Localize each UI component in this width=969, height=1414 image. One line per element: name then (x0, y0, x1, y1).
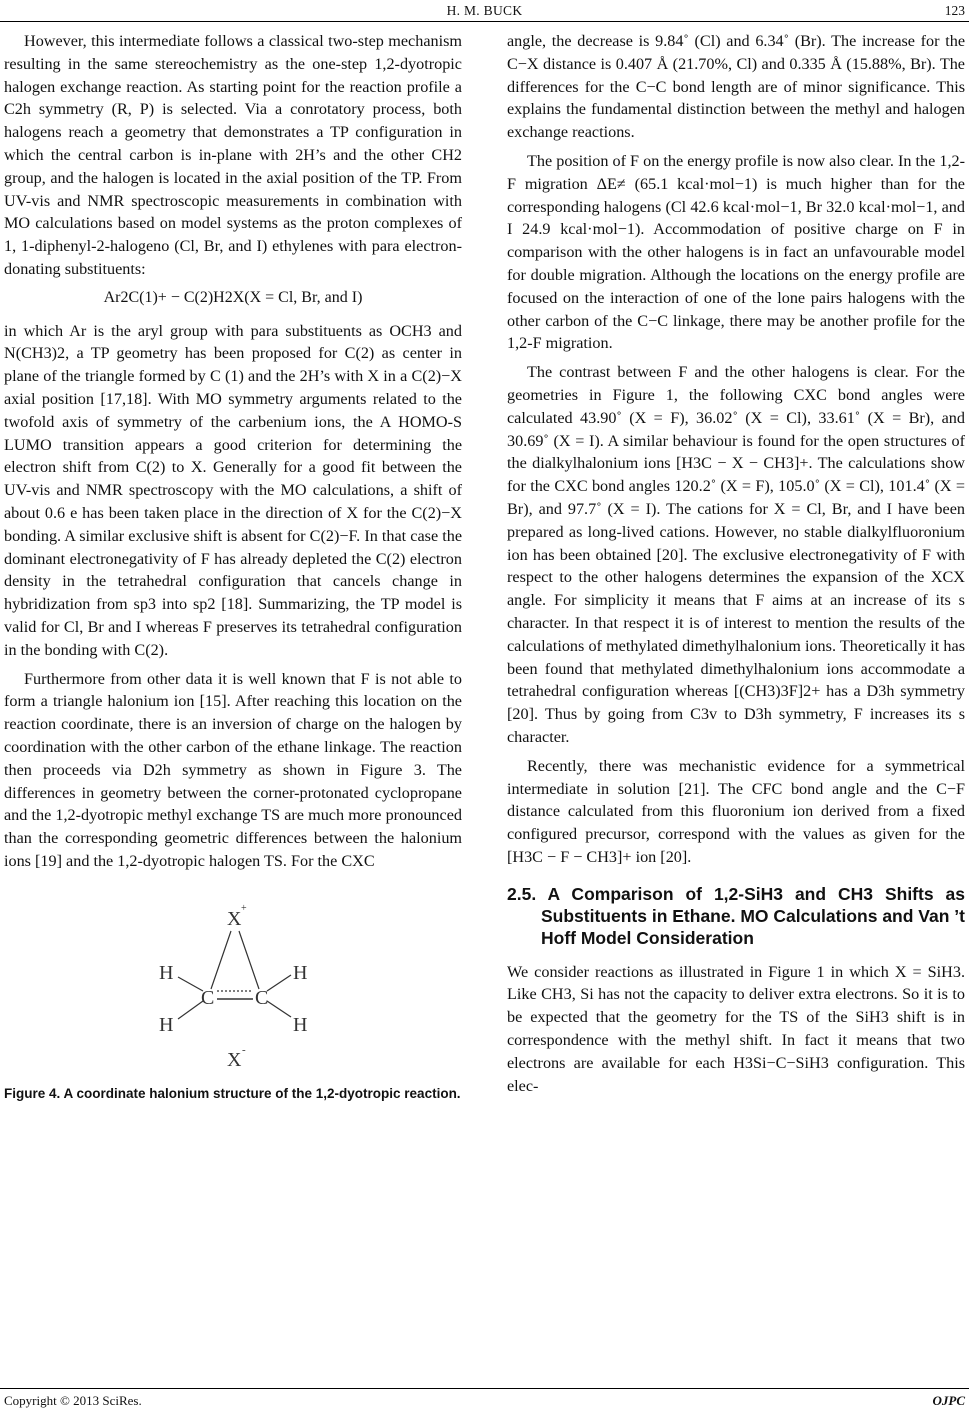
equation: Ar2C(1)+ − C(2)H2X(X = Cl, Br, and I) (103, 288, 363, 306)
header-rule (0, 21, 969, 22)
right-column (507, 30, 965, 1103)
atom-label: X (227, 1048, 242, 1071)
section-number: 2.5. (507, 883, 537, 904)
atom-label: H (159, 1013, 174, 1036)
footer-rule (0, 1388, 969, 1389)
page-footer (0, 1388, 969, 1414)
atom-label: C (201, 986, 215, 1009)
paragraph: However, this intermediate follows a classical two-step mechanism resulting in the same stereochemistry as the one-step 1,2-dyotropic halogen exchange reaction. As starting point for the reaction profile a C2h symmetry (R, P) is selected. Via a conrotatory process, both halogens reach a geometry that demonstrates a TP configuration in which the central carbon is in-plane with 2H’s and the other CH2 group, and the halogen is located in the axial position of the TP. From UV-vis and NMR spectroscopic measurements in combination with MO calculations based on model systems as the proton complexes of 1, 1-diphenyl-2-halogeno (Cl, Br, and I) ethylenes with para electron-donating substituents: (4, 32, 462, 278)
paragraph: Recently, there was mechanistic evidence for a symmetrical intermediate in solution [21]. The CFC bond angle and the C−F distance calculated from this fluoronium ion derived from a fixed configured precursor, correspond with the values as given for the [H3C − F − CH3]+ ion [20]. (507, 756, 965, 866)
running-head-author: H. M. BUCK (446, 3, 523, 18)
copyright-notice: Copyright © 2013 SciRes. (4, 1393, 142, 1408)
paragraph: Furthermore from other data it is well known that F is not able to form a triangle halonium ion [15]. After reaching this location on the reaction coordinate, there is an inversion of charge on the halogen by coordination with the other carbon of the ethane linkage. The reaction then proceeds via D2h symmetry as shown in Figure 3. The differences in geometry between the corner-protonated cyclopropane and the 1,2-dyotropic methyl exchange TS are much more pronounced than the corresponding geometric differences between the halonium ions [19] and the 1,2-dyotropic halogen TS. For the CXC (4, 669, 462, 870)
journal-abbreviation: OJPC (932, 1393, 965, 1408)
atom-label: H (293, 1013, 308, 1036)
page-number: 123 (944, 3, 965, 18)
figure-4 (4, 891, 462, 1081)
atom-label: H (159, 961, 174, 984)
section-title: A Comparison of 1,2-SiH3 and CH3 Shifts as Substituents in Ethane. MO Calculations and Van ’t Hoff Model Consideration (541, 883, 965, 948)
paragraph: The position of F on the energy profile is now also clear. In the 1,2-F migration ΔE≠ (65.1 kcal·mol−1) is much higher than for the corresponding halogens (Cl 42.6 kcal·mol−1, Br 32.0 kcal·mol−1, and I 24.9 kcal·mol−1). Accommodation of positive charge on F in comparison with the other halogens is in fact an unfavourable model for double migration. Although the locations on the energy profile are focused on the interaction of one of the lone pairs halogens with the other carbon of the C−C linkage, there may be another profile for the 1,2-F migration. (507, 151, 965, 353)
figure-caption: Figure 4. A coordinate halonium structure of the 1,2-dyotropic reaction. (4, 1085, 461, 1101)
bond-line (178, 1001, 203, 1019)
paragraph: We consider reactions as illustrated in Figure 1 in which X = SiH3. Like CH3, Si has not the capacity to deliver extra electrons. So it is to be expected that the geometry for the TS of the SiH3 shift is in correspondence with the methyl shift. In fact it means that two electrons are available for each H3Si−C−SiH3 configuration. This elec- (507, 962, 965, 1095)
section-heading (507, 883, 965, 949)
bond-line (239, 931, 259, 989)
paragraph: The contrast between F and the other halogens is clear. For the geometries in Figure 1, the following CXC bond angles were calculated 43.90˚ (X = F), 36.02˚ (X = Cl), 33.61˚ (X = Br), and 30.69˚ (X = I). A similar behaviour is found for the open structures of the dialkylhalonium ions [H3C − X − CH3]+. The calculations show for the CXC bond angles 120.2˚ (X = F), 105.0˚ (X = Cl), 101.4˚ (X = Br), and 97.7˚ (X = I). The cations for X = Cl, Br, and I have been prepared as long-lived cations. However, no stable dialkylfluoronium ion has been obtained [20]. The exclusive electronegativity of F with respect to the other halogens determines the expansion of the XCX angle. For simplicity it means that F aims at an increase of its s character. In that respect it is of interest to mention the results of the calculations of methylated dimethylhalonium ions. Theoretically it has been found that methylated dimethylhalonium ions accommodate a tetrahedral configuration whereas [(CH3)3F]2+ has a D3h symmetry [20]. Thus by going from C3v to D3h symmetry, F increases its s character. (507, 363, 965, 746)
paragraph: in which Ar is the aryl group with para substituents as OCH3 and N(CH3)2, a TP geometry has been proposed for C(2) as center in plane of the triangle formed by C (1) and the 2H’s with X in a C(2)−X axial position [17,18]. With MO symmetry arguments related to the twofold axis of symmetry of the carbenium ions, the A HOMO-S LUMO transition appears a good criterion for determining the electron shift from C(2) to X. Generally for a good fit between the UV-vis and NMR spectroscopy with the MO calculations, a shift of about 0.6 e has been taken place in the direction of X for the C(2)−X bonding. A similar exclusive shift is absent for C(2)−F. In that case the dominant electronegativity of F has already depleted the C(2) electron density in the tetrahedral configuration that cancels change in hybridization from sp3 into sp2 [18]. Summarizing, the TP model is valid for Cl, Br and I whereas F preserves its tetrahedral configuration in the bonding with C(2). (4, 321, 462, 659)
bond-line (178, 977, 203, 991)
charge-label: - (242, 1043, 246, 1056)
atom-label: H (293, 961, 308, 984)
halonium-structure-diagram (143, 891, 323, 1071)
page-header (0, 0, 969, 22)
charge-label: + (241, 902, 247, 914)
paragraph: angle, the decrease is 9.84˚ (Cl) and 6.34˚ (Br). The increase for the C−X distance is 0.407 Å (21.70%, Cl) and 0.335 Å (15.88%, Br). The differences for the C−C bond length are of minor significance. This explains the fundamental distinction between the methyl and halogen exchange reactions. (507, 32, 965, 142)
atom-label: C (255, 986, 269, 1009)
bond-line (267, 975, 291, 991)
bond-line (267, 1001, 291, 1017)
atom-label: X (227, 907, 242, 930)
bond-line (211, 931, 231, 989)
left-column (4, 30, 462, 1103)
